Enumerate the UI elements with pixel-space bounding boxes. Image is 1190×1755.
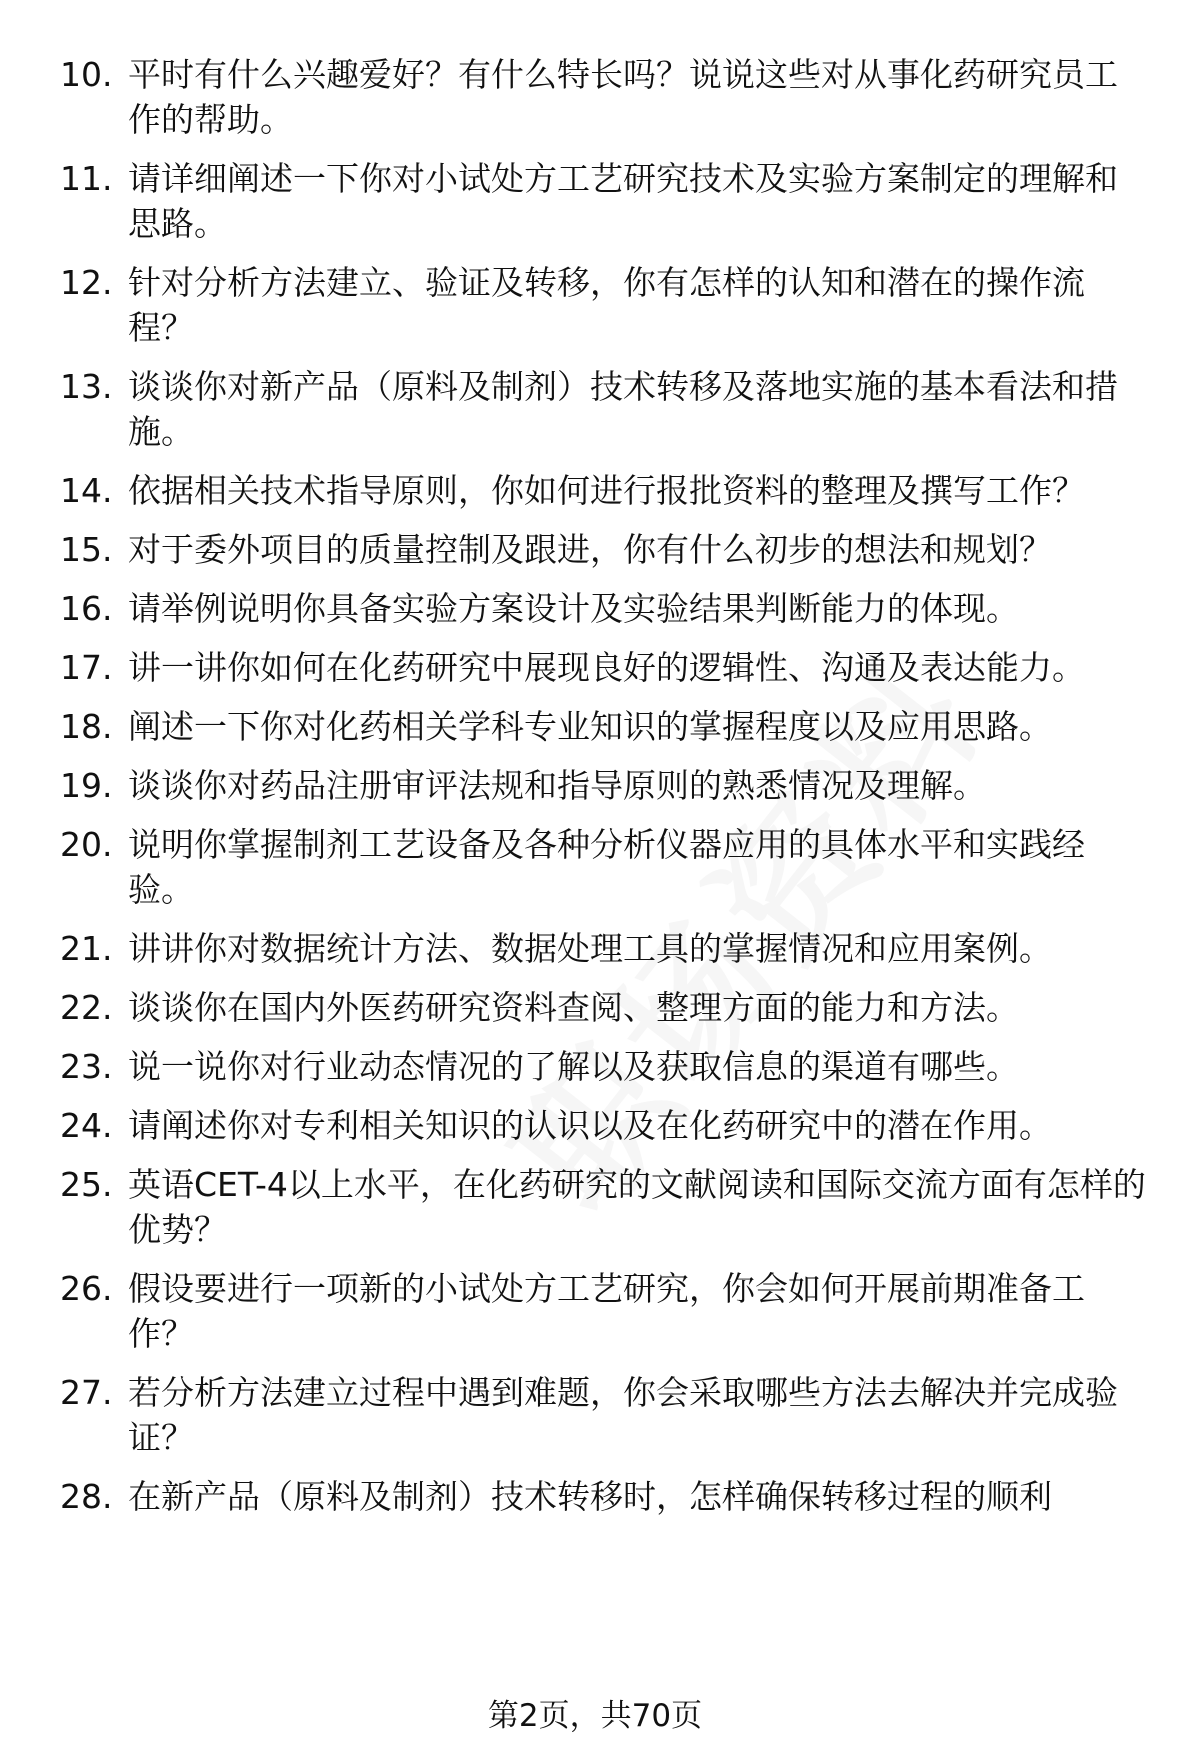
list-item	[60, 156, 1150, 246]
question-text: 假设要进行一项新的小试处方工艺研究，你会如何开展前期准备工作？	[128, 1269, 1085, 1353]
question-number: 11.	[60, 159, 113, 198]
question-number: 14.	[60, 471, 113, 510]
list-item	[60, 763, 1150, 808]
list-item	[60, 1103, 1150, 1148]
question-text: 谈谈你对药品注册审评法规和指导原则的熟悉情况及理解。	[128, 766, 986, 805]
question-number: 23.	[60, 1047, 113, 1086]
list-item	[60, 52, 1150, 142]
list-item	[60, 704, 1150, 749]
question-number: 21.	[60, 929, 113, 968]
list-item	[60, 1044, 1150, 1089]
list-item	[60, 645, 1150, 690]
question-text: 说一说你对行业动态情况的了解以及获取信息的渠道有哪些。	[128, 1047, 1019, 1086]
question-text: 请详细阐述一下你对小试处方工艺研究技术及实验方案制定的理解和思路。	[128, 159, 1118, 243]
question-text: 对于委外项目的质量控制及跟进，你有什么初步的想法和规划？	[128, 530, 1052, 569]
question-text: 谈谈你在国内外医药研究资料查阅、整理方面的能力和方法。	[128, 988, 1019, 1027]
question-number: 13.	[60, 367, 113, 406]
question-number: 26.	[60, 1269, 113, 1308]
question-number: 25.	[60, 1165, 113, 1204]
question-text: 请阐述你对专利相关知识的认识以及在化药研究中的潜在作用。	[128, 1106, 1052, 1145]
list-item	[60, 985, 1150, 1030]
question-number: 22.	[60, 988, 113, 1027]
question-number: 10.	[60, 55, 113, 94]
list-item	[60, 364, 1150, 454]
question-number: 12.	[60, 263, 113, 302]
question-number: 20.	[60, 825, 113, 864]
list-item	[60, 1266, 1150, 1356]
question-text: 阐述一下你对化药相关学科专业知识的掌握程度以及应用思路。	[128, 707, 1052, 746]
question-list	[60, 52, 1150, 1533]
question-text: 谈谈你对新产品（原料及制剂）技术转移及落地实施的基本看法和措施。	[128, 367, 1118, 451]
list-item	[60, 1370, 1150, 1460]
question-number: 17.	[60, 648, 113, 687]
question-text: 针对分析方法建立、验证及转移，你有怎样的认知和潜在的操作流程？	[128, 263, 1085, 347]
question-number: 16.	[60, 589, 113, 628]
question-text: 平时有什么兴趣爱好？有什么特长吗？说说这些对从事化药研究员工作的帮助。	[128, 55, 1118, 139]
question-number: 28.	[60, 1477, 113, 1516]
list-item	[60, 586, 1150, 631]
question-number: 15.	[60, 530, 113, 569]
question-text: 依据相关技术指导原则，你如何进行报批资料的整理及撰写工作？	[128, 471, 1085, 510]
list-item	[60, 1474, 1150, 1519]
question-text: 在新产品（原料及制剂）技术转移时，怎样确保转移过程的顺利	[128, 1477, 1052, 1516]
list-item	[60, 1162, 1150, 1252]
question-text: 请举例说明你具备实验方案设计及实验结果判断能力的体现。	[128, 589, 1019, 628]
question-text: 讲讲你对数据统计方法、数据处理工具的掌握情况和应用案例。	[128, 929, 1052, 968]
question-text: 若分析方法建立过程中遇到难题，你会采取哪些方法去解决并完成验证？	[128, 1373, 1118, 1457]
question-number: 27.	[60, 1373, 113, 1412]
question-text: 英语CET-4以上水平，在化药研究的文献阅读和国际交流方面有怎样的优势？	[128, 1165, 1146, 1249]
list-item	[60, 926, 1150, 971]
list-item	[60, 260, 1150, 350]
question-text: 说明你掌握制剂工艺设备及各种分析仪器应用的具体水平和实践经验。	[128, 825, 1085, 909]
list-item	[60, 822, 1150, 912]
question-text: 讲一讲你如何在化药研究中展现良好的逻辑性、沟通及表达能力。	[128, 648, 1085, 687]
page-number-footer: 第2页，共70页	[487, 1698, 703, 1734]
question-number: 19.	[60, 766, 113, 805]
question-number: 18.	[60, 707, 113, 746]
question-number: 24.	[60, 1106, 113, 1145]
list-item	[60, 527, 1150, 572]
list-item	[60, 468, 1150, 513]
